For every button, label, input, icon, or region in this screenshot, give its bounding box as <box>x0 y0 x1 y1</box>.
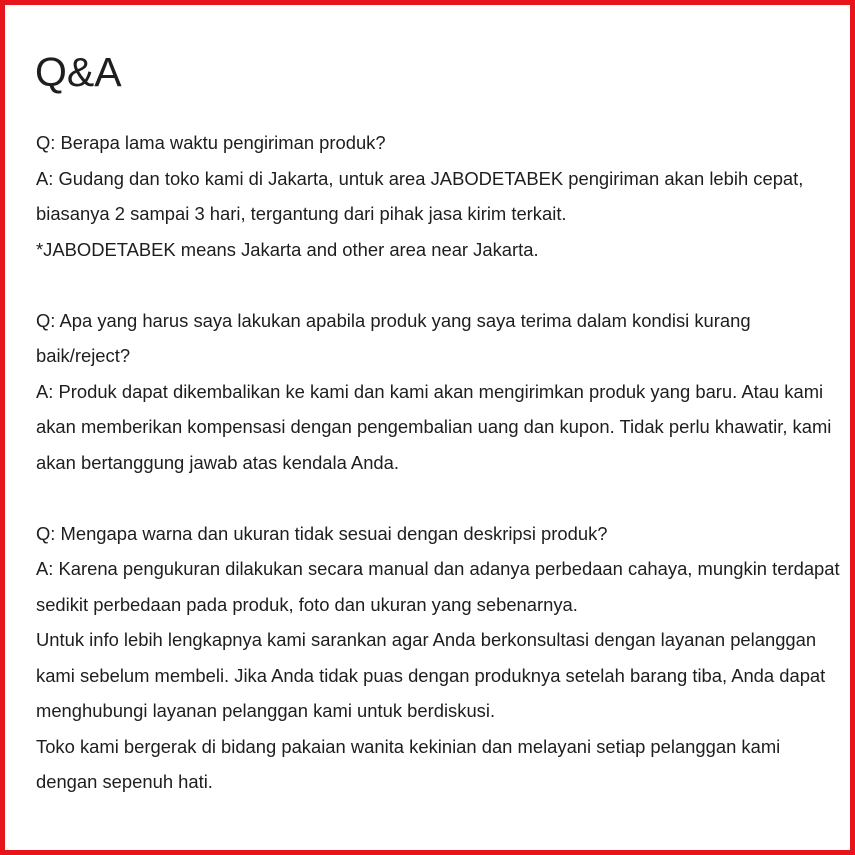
qa-item-color-size-mismatch <box>36 516 841 800</box>
answer-more-info-text: Untuk info lebih lengkapnya kami sarankan agar Anda berkonsultasi dengan layanan pelanggan kami sebelum membeli. Jika Anda tidak puas dengan produknya setelah barang tiba, Anda dapat menghubungi layanan pelanggan kami untuk berdiskusi. <box>36 629 826 721</box>
answer-note-text: *JABODETABEK means Jakarta and other area near Jakarta. <box>36 238 539 260</box>
qa-item-shipping-time <box>36 125 841 267</box>
answer-text: A: Karena pengukuran dilakukan secara manual dan adanya perbedaan cahaya, mungkin terdapat sedikit perbedaan pada produk, foto dan ukuran yang sebenarnya. <box>36 558 840 615</box>
question-text: Q: Mengapa warna dan ukuran tidak sesuai dengan deskripsi produk? <box>36 522 608 544</box>
answer-text: A: Gudang dan toko kami di Jakarta, untuk area JABODETABEK pengiriman akan lebih cepat, biasanya 2 sampai 3 hari, tergantung dari pihak jasa kirim terkait. <box>36 167 804 224</box>
question-text: Q: Berapa lama waktu pengiriman produk? <box>36 132 386 153</box>
qa-item-reject-product <box>36 303 841 481</box>
question-text: Q: Apa yang harus saya lakukan apabila produk yang saya terima dalam kondisi kurang baik/reject? <box>36 309 751 366</box>
answer-store-text: Toko kami bergerak di bidang pakaian wanita kekinian dan melayani setiap pelanggan kami dengan sepenuh hati. <box>36 735 781 792</box>
qa-content <box>36 125 841 800</box>
answer-text: A: Produk dapat dikembalikan ke kami dan kami akan mengirimkan produk yang baru. Atau kami akan memberikan kompensasi dengan pengembalian uang dan kupon. Tidak perlu khawatir, kami akan bertanggung jawab atas kendala Anda. <box>36 380 832 473</box>
page-title: Q&A <box>35 49 122 95</box>
